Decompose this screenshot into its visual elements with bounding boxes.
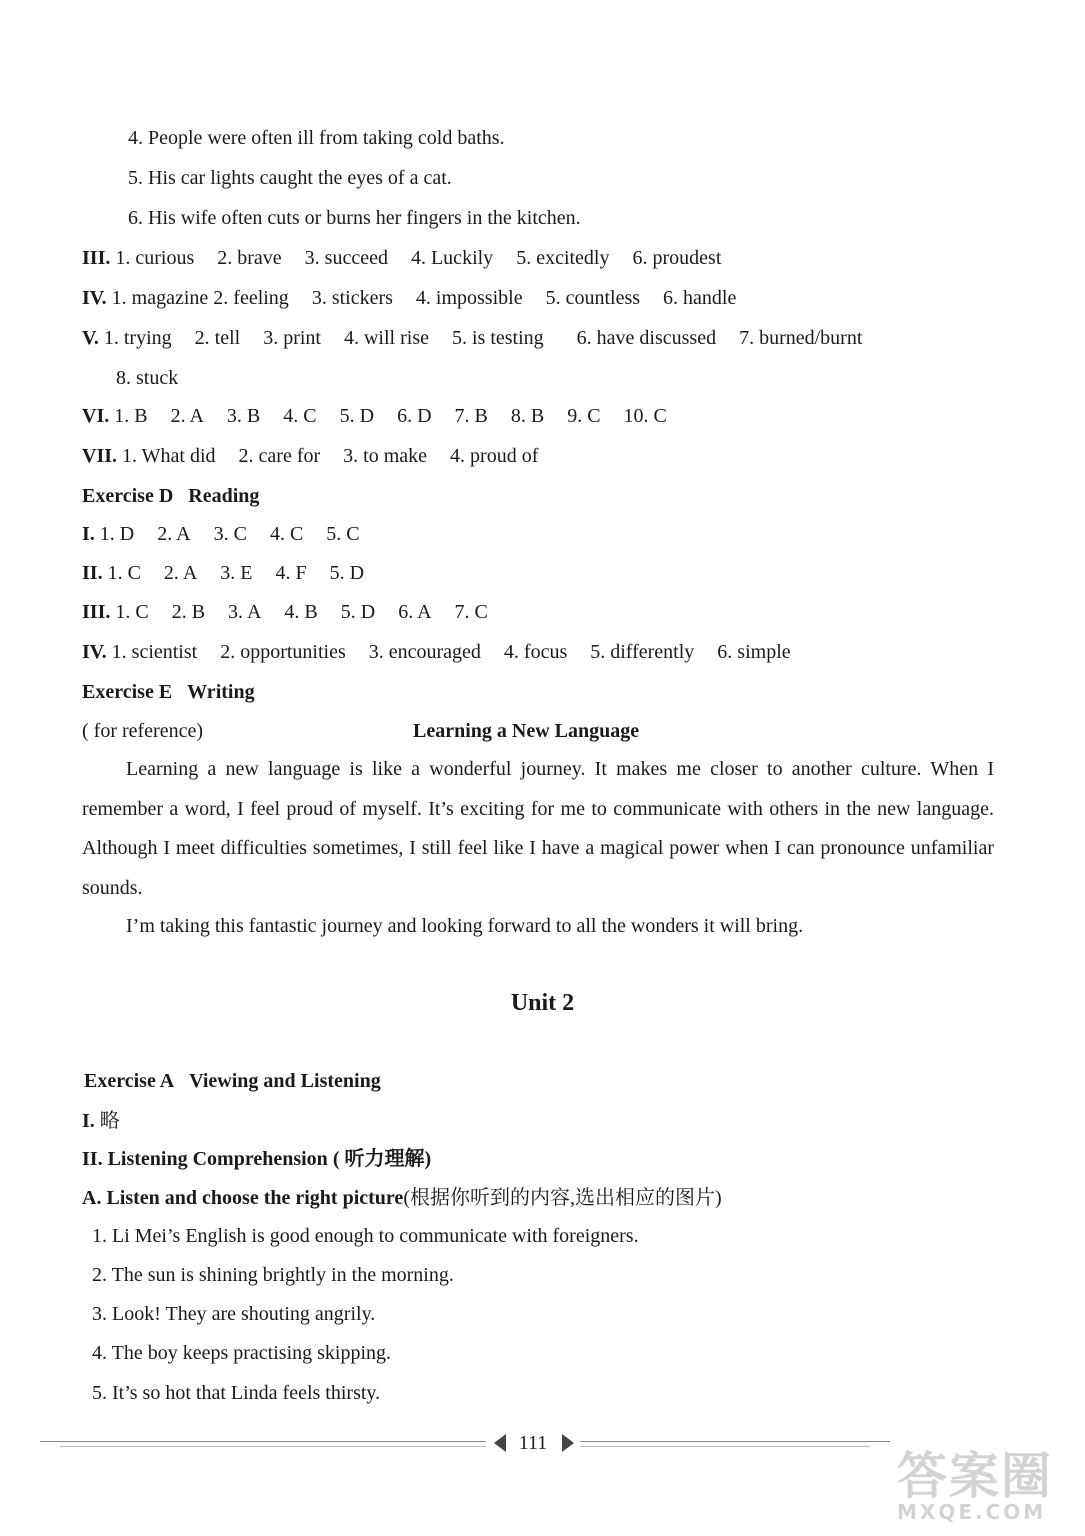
list-item: 5. His car lights caught the eyes of a cat.: [128, 167, 452, 189]
list-item: 3. Look! They are shouting angrily.: [92, 1303, 376, 1325]
answer-row-iv: IV. 1. magazine 2. feeling 3. stickers 4. impossible 5. countless 6. handle: [82, 287, 737, 309]
exercise-e-heading: Exercise E Writing: [82, 681, 255, 703]
essay-paragraph: I’m taking this fantastic journey and looking forward to all the wonders it will bring.: [126, 915, 804, 937]
answer-row-vii: VII. 1. What did 2. care for 3. to make 4. proud of: [82, 445, 539, 467]
list-item: 2. The sun is shining brightly in the morning.: [92, 1264, 454, 1286]
answer-row-v: V. 1. trying 2. tell 3. print 4. will rise 5. is testing 6. have discussed 7. burned/burnt: [82, 327, 863, 349]
unit2-section-i: I. 略: [82, 1110, 120, 1132]
answer-row-vi: VI. 1. B 2. A 3. B 4. C 5. D 6. D 7. B 8. B 9. C 10. C: [82, 405, 667, 427]
answer-row-d-i: I. 1. D 2. A 3. C 4. C 5. C: [82, 523, 360, 545]
list-item: 6. His wife often cuts or burns her fingers in the kitchen.: [128, 207, 581, 229]
answer-row-iii: III. 1. curious 2. brave 3. succeed 4. Luckily 5. excitedly 6. proudest: [82, 247, 722, 269]
footer-rule-right-2: [580, 1446, 870, 1447]
answer-row-d-iv: IV. 1. scientist 2. opportunities 3. encouraged 4. focus 5. differently 6. simple: [82, 641, 791, 663]
exercise-d-heading: Exercise D Reading: [82, 485, 260, 507]
exercise-a-heading: Exercise A Viewing and Listening: [84, 1070, 381, 1092]
watermark-logo: 答案圈 MXQE.COM: [897, 1447, 1053, 1524]
unit2-section-ii: II. Listening Comprehension ( 听力理解): [82, 1148, 432, 1170]
footer-rule-right: [580, 1441, 890, 1442]
footer-rule-left: [40, 1441, 486, 1442]
footer-rule-left-2: [60, 1446, 486, 1447]
unit-title: Unit 2: [510, 990, 575, 1016]
list-item: 1. Li Mei’s English is good enough to communicate with foreigners.: [92, 1225, 639, 1247]
answer-row-v-cont: 8. stuck: [116, 367, 179, 389]
page-number: 111: [518, 1432, 548, 1454]
answer-row-d-iii: III. 1. C 2. B 3. A 4. B 5. D 6. A 7. C: [82, 601, 488, 623]
right-arrow-icon: [562, 1434, 574, 1452]
list-item: 4. The boy keeps practising skipping.: [92, 1342, 392, 1364]
list-item: 5. It’s so hot that Linda feels thirsty.: [92, 1382, 381, 1404]
essay-title: Learning a New Language: [413, 720, 640, 742]
list-item: 4. People were often ill from taking cold baths.: [128, 127, 505, 149]
reference-note: ( for reference): [82, 720, 204, 742]
essay-paragraph: Learning a new language is like a wonderful journey. It makes me closer to another culture. When I remember a word, I feel proud of myself. It’s exciting for me to communicate with others in the new language. Although I meet difficulties sometimes, I still feel like I have a magical power when I can pronounce unfamiliar sounds.: [82, 758, 994, 899]
unit2-section-a: A. Listen and choose the right picture(根据你听到的内容,选出相应的图片): [82, 1187, 722, 1209]
answer-row-d-ii: II. 1. C 2. A 3. E 4. F 5. D: [82, 562, 365, 584]
